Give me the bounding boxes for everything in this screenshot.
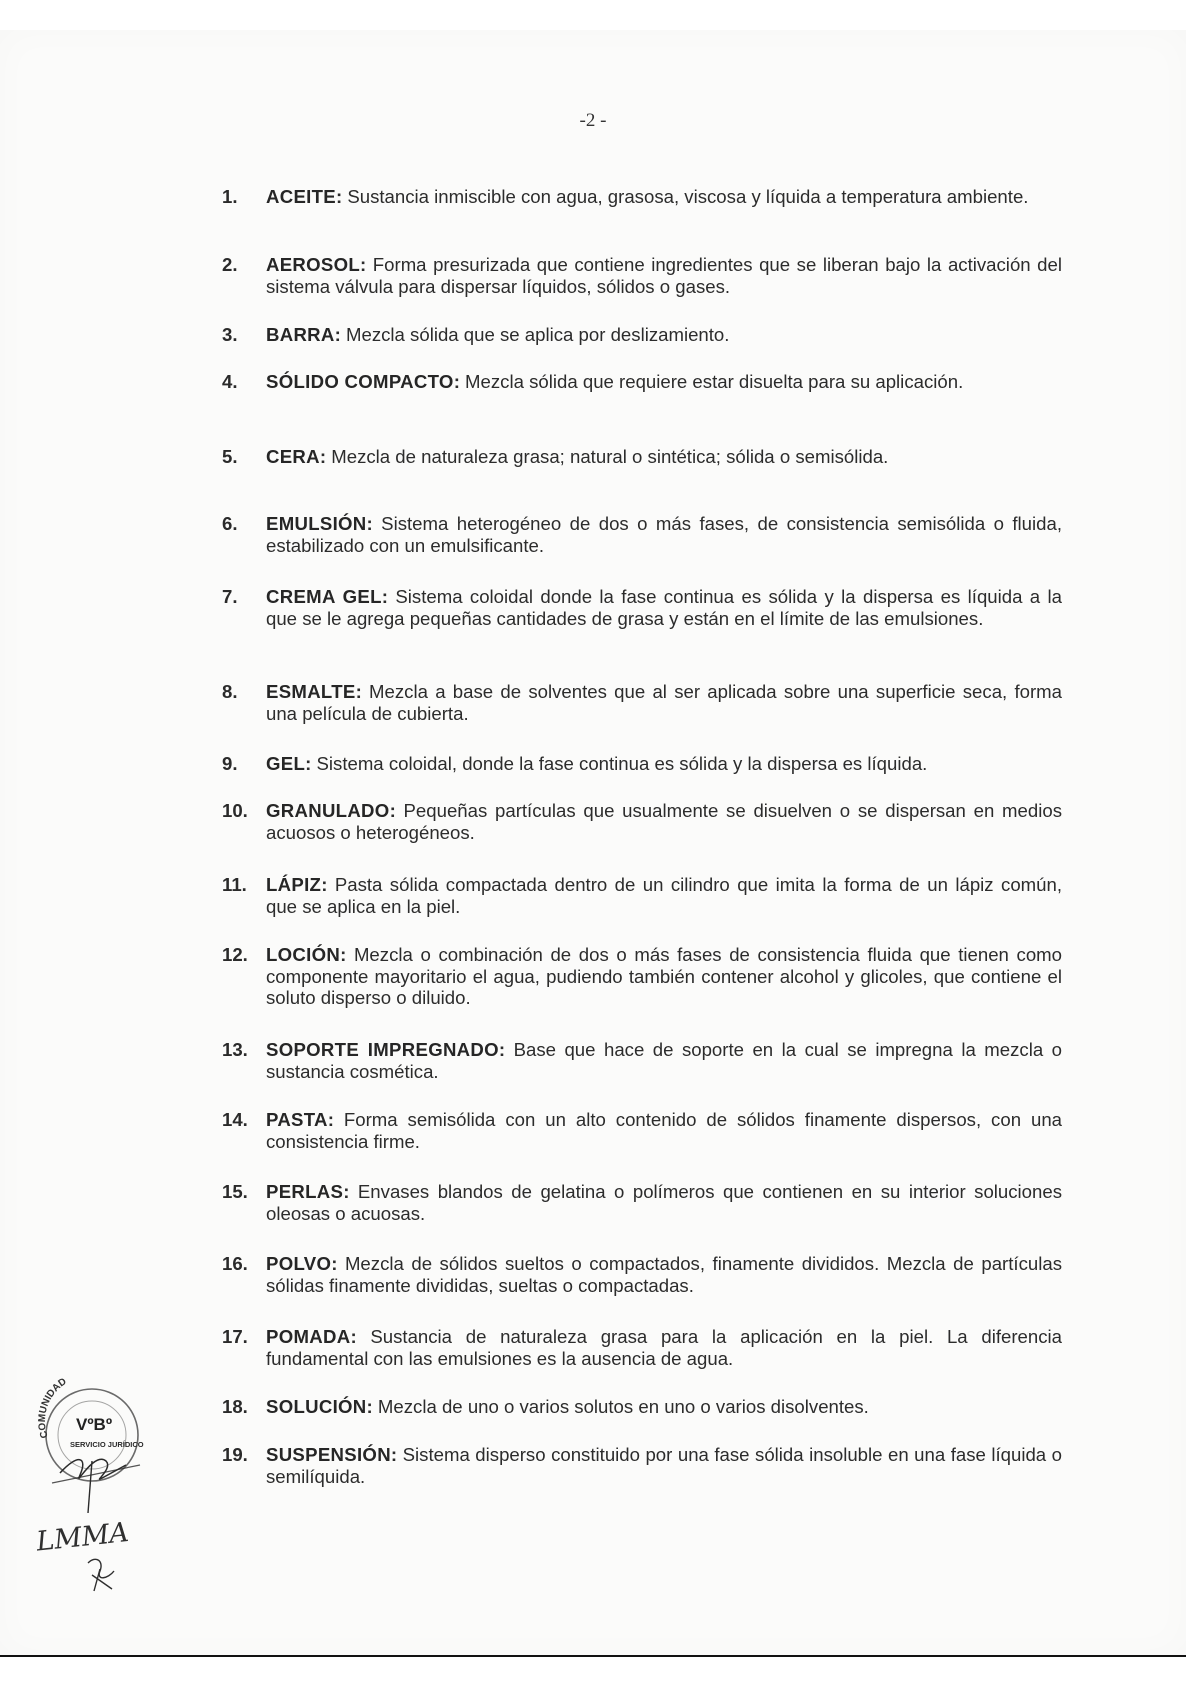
item-number: 13. xyxy=(222,1039,248,1060)
definition-item: 3. BARRA: Mezcla sólida que se aplica por deslizamiento. xyxy=(222,324,730,345)
definition-text: Mezcla de uno o varios solutos en uno o varios disolventes. xyxy=(377,1396,869,1417)
definition-item: 7. CREMA GEL: Sistema coloidal donde la fase continua es sólida y la dispersa es líquida a la que se le agrega pequeñas cantidades de grasa y están en el límite de las emulsiones. xyxy=(222,586,1063,629)
definition-text: Mezcla o combinación de dos o más fases de consistencia fluida que tienen como componente mayoritario el agua, pudiendo también contener alcohol y glicoles, que contiene el soluto disperso o diluido. xyxy=(266,944,1062,1008)
definition-item: 19. SUSPENSIÓN: Sistema disperso constituido por una fase sólida insoluble en una fase líquida o semilíquida. xyxy=(222,1444,1062,1487)
item-number: 6. xyxy=(222,513,238,534)
definition-text: Forma presurizada que contiene ingredientes que se liberan bajo la activación del sistema válvula para dispersar líquidos, sólidos o gases. xyxy=(266,254,1062,297)
item-number: 9. xyxy=(222,753,238,774)
term: SUSPENSIÓN xyxy=(266,1444,391,1465)
definition-text: Mezcla de naturaleza grasa; natural o sintética; sólida o semisólida. xyxy=(331,446,889,467)
page-bottom-border xyxy=(0,1655,1186,1657)
item-number: 17. xyxy=(222,1326,248,1347)
item-number: 1. xyxy=(222,186,238,207)
term: SOLUCIÓN xyxy=(266,1396,367,1417)
definition-text: Pequeñas partículas que usualmente se disuelven o se dispersan en medios acuosos o heterogéneos. xyxy=(266,800,1062,843)
item-number: 5. xyxy=(222,446,238,467)
definition-text: Sustancia inmiscible con agua, grasosa, viscosa y líquida a temperatura ambiente. xyxy=(347,186,1029,207)
item-number: 12. xyxy=(222,944,248,965)
signature-flourish xyxy=(88,1559,114,1591)
handwritten-initials: LMMA xyxy=(34,1517,131,1558)
term: SOPORTE IMPREGNADO xyxy=(266,1039,499,1060)
definition-item: 2. AEROSOL: Forma presurizada que contiene ingredientes que se liberan bajo la activación del sistema válvula para dispersar líquidos, sólidos o gases. xyxy=(222,254,1062,297)
term: CERA xyxy=(266,446,320,467)
definition-text: Base que hace de soporte en la cual se impregna la mezcla o sustancia cosmética. xyxy=(266,1039,1063,1082)
stamp-lower-text: SERVICIO JURÍDICO xyxy=(70,1440,144,1449)
definition-item: 11. LÁPIZ: Pasta sólida compactada dentro de un cilindro que imita la forma de un lápiz común, que se aplica en la piel. xyxy=(222,874,1062,917)
definition-item: 13. SOPORTE IMPREGNADO: Base que hace de soporte en la cual se impregna la mezcla o sustancia cosmética. xyxy=(222,1039,1063,1082)
definition-text: Sistema coloidal, donde la fase continua es sólida y la dispersa es líquida. xyxy=(316,753,928,774)
item-number: 7. xyxy=(222,586,238,607)
definition-item: 4. SÓLIDO COMPACTO: Mezcla sólida que requiere estar disuelta para su aplicación. xyxy=(222,371,964,392)
definition-item: 12. LOCIÓN: Mezcla o combinación de dos o más fases de consistencia fluida que tienen como componente mayoritario el agua, pudiendo también contener alcohol y glicoles, que contiene el soluto disperso o diluido. xyxy=(222,944,1062,1008)
stamp-center-mark: VºBº xyxy=(76,1415,113,1434)
page-number: -2 - xyxy=(579,110,607,131)
term: PASTA xyxy=(266,1109,328,1130)
term: BARRA xyxy=(266,324,335,345)
definition-text: Mezcla de sólidos sueltos o compactados, finamente divididos. Mezcla de partículas sólidas finamente divididas, sueltas o compactadas. xyxy=(266,1253,1062,1296)
definition-text: Mezcla sólida que se aplica por deslizamiento. xyxy=(346,324,730,345)
stamp-inner-ring xyxy=(58,1401,126,1469)
item-number: 2. xyxy=(222,254,238,275)
definition-item: 9. GEL: Sistema coloidal, donde la fase continua es sólida y la dispersa es líquida. xyxy=(222,753,928,774)
definition-text: Forma semisólida con un alto contenido de sólidos finamente dispersos, con una consistencia firme. xyxy=(266,1109,1062,1152)
term: POMADA xyxy=(266,1326,351,1347)
item-number: 10. xyxy=(222,800,248,821)
item-number: 4. xyxy=(222,371,238,392)
definition-text: Mezcla a base de solventes que al ser aplicada sobre una superficie seca, forma una película de cubierta. xyxy=(266,681,1062,724)
term: CREMA GEL xyxy=(266,586,382,607)
approval-stamp-and-signature xyxy=(30,1365,190,1615)
definition-text: Envases blandos de gelatina o polímeros que contienen en su interior soluciones oleosas o acuosas. xyxy=(266,1181,1062,1224)
item-number: 18. xyxy=(222,1396,248,1417)
definition-item: 17. POMADA: Sustancia de naturaleza grasa para la aplicación en la piel. La diferencia fundamental con las emulsiones es la ausencia de agua. xyxy=(222,1326,1062,1369)
term: POLVO xyxy=(266,1253,332,1274)
item-number: 11. xyxy=(222,874,247,895)
item-number: 8. xyxy=(222,681,238,702)
definition-item: 14. PASTA: Forma semisólida con un alto contenido de sólidos finamente dispersos, con una consistencia firme. xyxy=(222,1109,1062,1152)
definition-item: 18. SOLUCIÓN: Mezcla de uno o varios solutos en uno o varios disolventes. xyxy=(222,1396,869,1417)
term: AEROSOL xyxy=(266,254,361,275)
term: PERLAS xyxy=(266,1181,344,1202)
definition-item: 15. PERLAS: Envases blandos de gelatina o polímeros que contienen en su interior soluciones oleosas o acuosas. xyxy=(222,1181,1062,1224)
definition-text: Sistema disperso constituido por una fase sólida insoluble en una fase líquida o semilíquida. xyxy=(266,1444,1062,1487)
item-number: 14. xyxy=(222,1109,248,1130)
definition-text: Sistema heterogéneo de dos o más fases, de consistencia semisólida o fluida, estabilizado con un emulsificante. xyxy=(266,513,1063,556)
term: LÁPIZ xyxy=(266,874,322,895)
term: GEL xyxy=(266,753,306,774)
definition-text: Sistema coloidal donde la fase continua es sólida y la dispersa es líquida a la que se le agrega pequeñas cantidades de grasa y están en el límite de las emulsiones. xyxy=(266,586,1063,629)
definition-item: 16. POLVO: Mezcla de sólidos sueltos o compactados, finamente divididos. Mezcla de partículas sólidas finamente divididas, sueltas o compactadas. xyxy=(222,1253,1062,1296)
definition-text: Mezcla sólida que requiere estar disuelta para su aplicación. xyxy=(465,371,964,392)
term: GRANULADO xyxy=(266,800,390,821)
item-number: 19. xyxy=(222,1444,248,1465)
item-number: 15. xyxy=(222,1181,248,1202)
term: ESMALTE xyxy=(266,681,356,702)
definition-item: 1. ACEITE: Sustancia inmiscible con agua, grasosa, viscosa y líquida a temperatura ambiente. xyxy=(222,186,1029,207)
definition-item: 10. GRANULADO: Pequeñas partículas que usualmente se disuelven o se dispersan en medios acuosos o heterogéneos. xyxy=(222,800,1062,843)
term: ACEITE xyxy=(266,186,336,207)
definition-text: Sustancia de naturaleza grasa para la aplicación en la piel. La diferencia fundamental con las emulsiones es la ausencia de agua. xyxy=(266,1326,1062,1369)
term: EMULSIÓN xyxy=(266,513,367,534)
stamp-signature-drawing xyxy=(30,1365,190,1615)
definition-item: 8. ESMALTE: Mezcla a base de solventes que al ser aplicada sobre una superficie seca, forma una película de cubierta. xyxy=(222,681,1062,724)
stamp-ring-text: COMUNIDAD xyxy=(36,1376,69,1440)
term: SÓLIDO COMPACTO xyxy=(266,371,454,392)
term: LOCIÓN xyxy=(266,944,341,965)
definition-item: 6. EMULSIÓN: Sistema heterogéneo de dos o más fases, de consistencia semisólida o fluida, estabilizado con un emulsificante. xyxy=(222,513,1063,556)
definition-text: Pasta sólida compactada dentro de un cilindro que imita la forma de un lápiz común, que se aplica en la piel. xyxy=(266,874,1062,917)
item-number: 16. xyxy=(222,1253,248,1274)
definition-item: 5. CERA: Mezcla de naturaleza grasa; natural o sintética; sólida o semisólida. xyxy=(222,446,889,467)
item-number: 3. xyxy=(222,324,238,345)
